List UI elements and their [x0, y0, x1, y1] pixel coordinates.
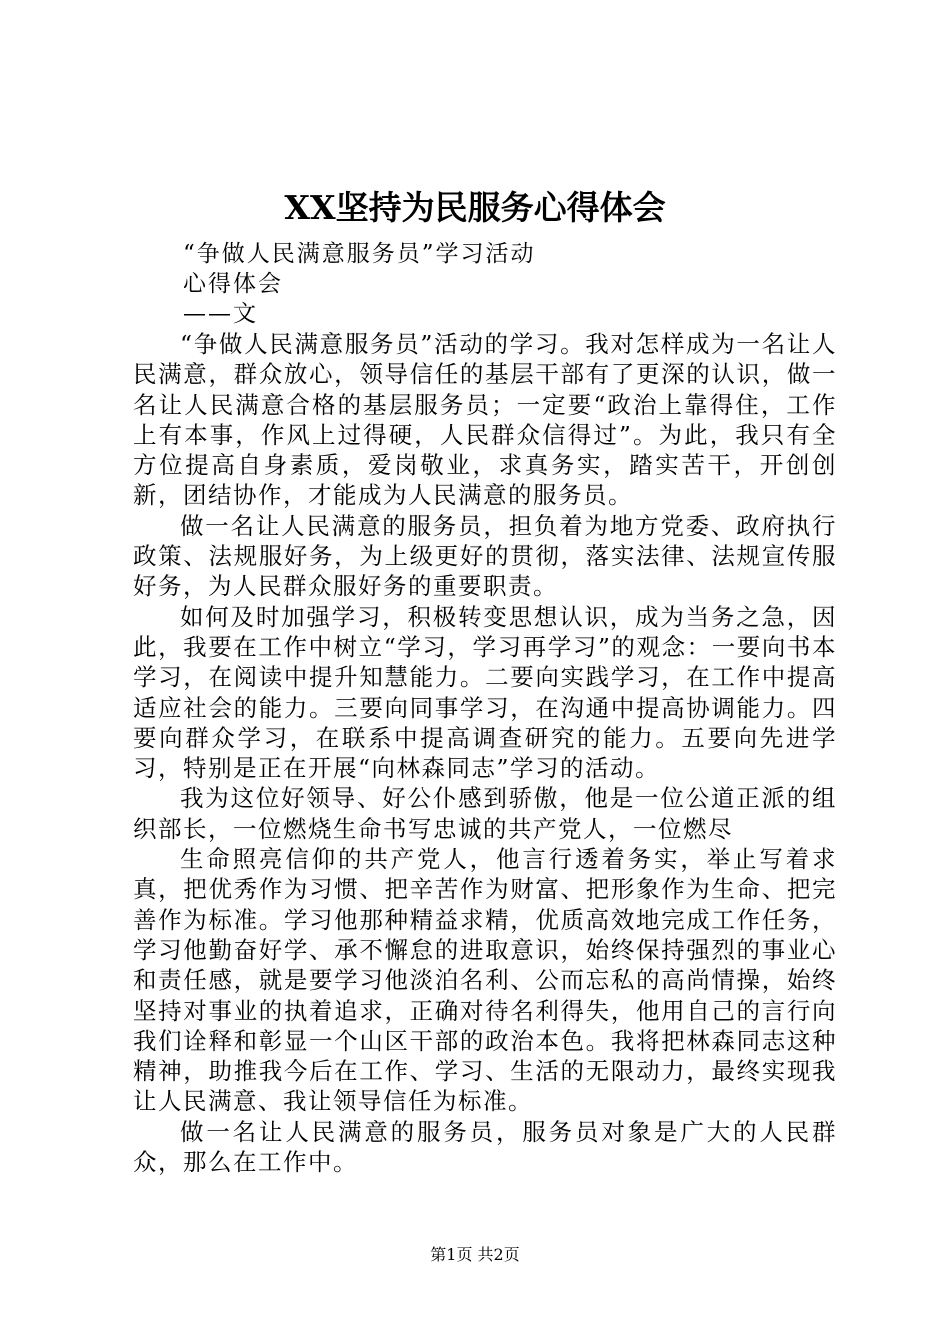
paragraph: 如何及时加强学习，积极转变思想认识，成为当务之急，因此，我要在工作中树立“学习，学习再学习”的观念：一要向书本学习，在阅读中提升知慧能力。二要向实践学习，在工作中提高适应社会的能力。三要向同事学习，在沟通中提高协调能力。四要向群众学习，在联系中提高调查研究的能力。五要向先进学习，特别是正在开展“向林森同志”学习的活动。 [133, 602, 837, 783]
page-title: XX坚持为民服务心得体会 [284, 188, 666, 227]
paragraph: 做一名让人民满意的服务员，服务员对象是广大的人民群众，那么在工作中。 [133, 1117, 837, 1177]
page-footer: 第1页 共2页 [430, 1245, 520, 1264]
subtitle-line: 心得体会 [183, 271, 283, 297]
document-body [133, 329, 837, 1177]
paragraph: 做一名让人民满意的服务员，担负着为地方党委、政府执行政策、法规服好务，为上级更好的贯彻，落实法律、法规宣传服好务，为人民群众服好务的重要职责。 [133, 511, 837, 601]
subtitle-line: “争做人民满意服务员”学习活动 [183, 241, 536, 267]
subtitle-line: ——文 [183, 301, 258, 327]
paragraph: 我为这位好领导、好公仆感到骄傲，他是一位公道正派的组织部长，一位燃烧生命书写忠诚的共产党人，一位燃尽 [133, 784, 837, 843]
paragraph: “争做人民满意服务员”活动的学习。我对怎样成为一名让人民满意，群众放心，领导信任的基层干部有了更深的认识，做一名让人民满意合格的基层服务员；一定要“政治上靠得住，工作上有本事，作风上过得硬，人民群众信得过”。为此，我只有全方位提高自身素质，爱岗敬业，求真务实，踏实苦干，开创创新，团结协作，才能成为人民满意的服务员。 [133, 330, 837, 510]
paragraph: 生命照亮信仰的共产党人，他言行透着务实，举止写着求真，把优秀作为习惯、把辛苦作为财富、把形象作为生命、把完善作为标准。学习他那种精益求精，优质高效地完成工作任务，学习他勤奋好学、承不懈怠的进取意识，始终保持强烈的事业心和责任感，就是要学习他淡泊名利、公而忘私的高尚情操，始终坚持对事业的执着追求，正确对待名利得失，他用自己的言行向我们诠释和彰显一个山区干部的政治本色。我将把林森同志这种精神，助推我今后在工作、学习、生活的无限动力，最终实现我让人民满意、我让领导信任为标准。 [133, 845, 837, 1116]
